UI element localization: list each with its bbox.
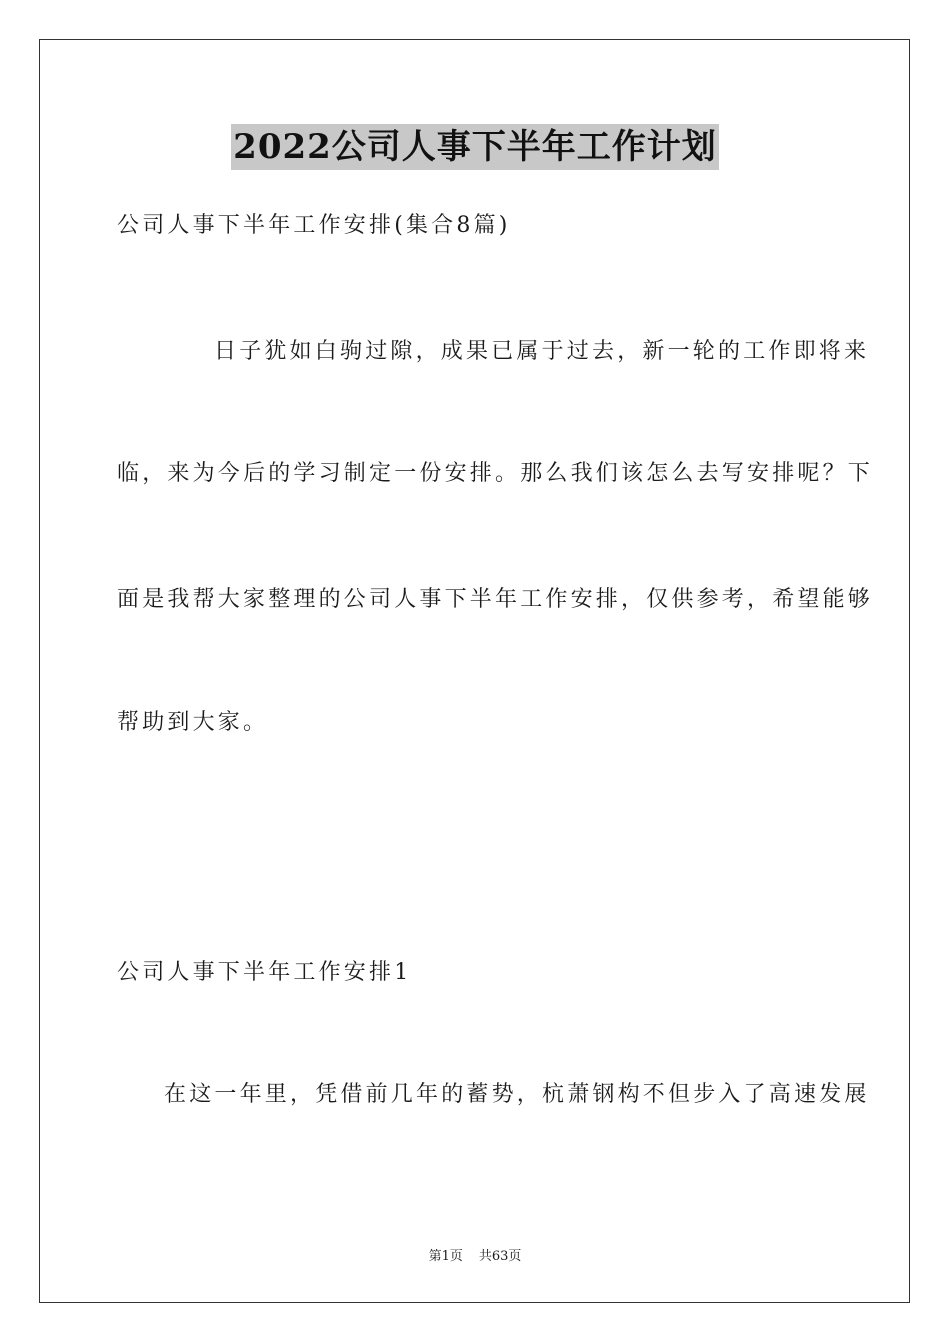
document-title: 2022公司人事下半年工作计划 <box>231 124 719 170</box>
section-heading: 公司人事下半年工作安排1 <box>117 960 412 985</box>
paragraph-line: 日子犹如白驹过隙，成果已属于过去，新一轮的工作即将来 <box>214 339 870 364</box>
paragraph-line: 面是我帮大家整理的公司人事下半年工作安排，仅供参考，希望能够 <box>117 587 874 612</box>
page-footer <box>0 1248 950 1266</box>
paragraph-line: 在这一年里，凭借前几年的蓄势，杭萧钢构不但步入了高速发展 <box>164 1082 870 1107</box>
title-container <box>0 124 950 170</box>
page-number-current: 第1页 <box>428 1249 463 1264</box>
paragraph-line: 帮助到大家。 <box>117 710 269 735</box>
page-number-total: 共63页 <box>478 1249 522 1264</box>
paragraph-line: 临，来为今后的学习制定一份安排。那么我们该怎么去写安排呢？下 <box>117 461 874 486</box>
document-subtitle: 公司人事下半年工作安排(集合8篇) <box>117 213 511 238</box>
